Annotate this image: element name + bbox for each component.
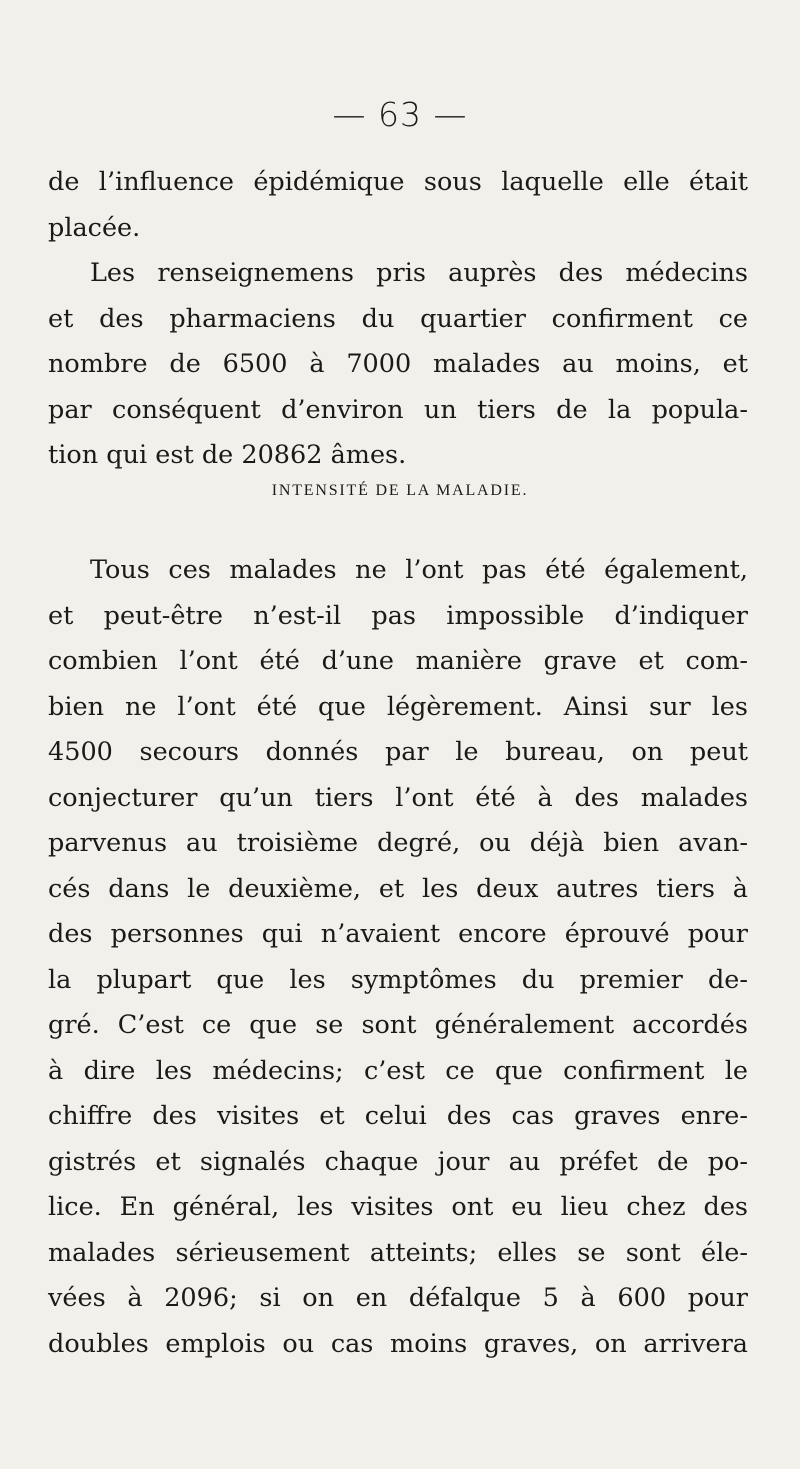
paragraph-3-line: lice. En général, les visites ont eu lieu chez des [48,1192,748,1222]
paragraph-3-line: gré. C’est ce que se sont généralement accordés [48,1010,748,1040]
section-heading: INTENSITÉ DE LA MALADIE. [271,482,529,499]
paragraph-3-line: 4500 secours donnés par le bureau, on peut [48,737,748,767]
text-block-bottom [48,555,748,1377]
paragraph-3-line: bien ne l’ont été que légèrement. Ainsi sur les [48,691,748,722]
paragraph-3-line: chiffre des visites et celui des cas graves enre- [48,1101,748,1131]
paragraph-3-line: cés dans le deuxième, et les deux autres tiers à [48,873,748,904]
paragraph-3-line: vées à 2096; si on en défalque 5 à 600 pour [48,1283,748,1313]
paragraph-1-line: de l’influence épidémique sous laquelle elle était [48,167,748,197]
paragraph-2-line: Les renseignemens pris auprès des médecins [90,258,748,288]
paragraph-3-line: des personnes qui n’avaient encore éprouvé pour [48,919,748,949]
paragraph-2-line: et des pharmaciens du quartier confirment ce [48,303,748,334]
paragraph-3-line: et peut-être n’est-il pas impossible d’indiquer [48,600,748,631]
paragraph-3-line: combien l’ont été d’une manière grave et com- [48,646,748,676]
paragraph-3-line: à dire les médecins; c’est ce que confirment le [48,1055,748,1086]
text-block-top [48,167,748,489]
paragraph-2-line: tion qui est de 20862 âmes. [48,440,407,470]
paragraph-2-line: par conséquent d’environ un tiers de la popula- [48,394,748,425]
paragraph-3-line: la plupart que les symptômes du premier de- [48,964,748,995]
paragraph-1-line: placée. [48,212,141,243]
paragraph-3-line: Tous ces malades ne l’ont pas été également, [90,555,748,585]
paragraph-3-line: parvenus au troisième degré, ou déjà bien avan- [48,828,748,858]
page-number: — 63 — [332,95,468,134]
paragraph-3-line: gistrés et signalés chaque jour au préfet de po- [48,1146,748,1177]
paragraph-3-line: malades sérieusement atteints; elles se sont éle- [48,1237,748,1268]
paragraph-2-line: nombre de 6500 à 7000 malades au moins, et [48,349,748,379]
paragraph-3-line: doubles emplois ou cas moins graves, on arrivera [48,1328,748,1359]
paragraph-3-line: conjecturer qu’un tiers l’ont été à des malades [48,782,748,813]
